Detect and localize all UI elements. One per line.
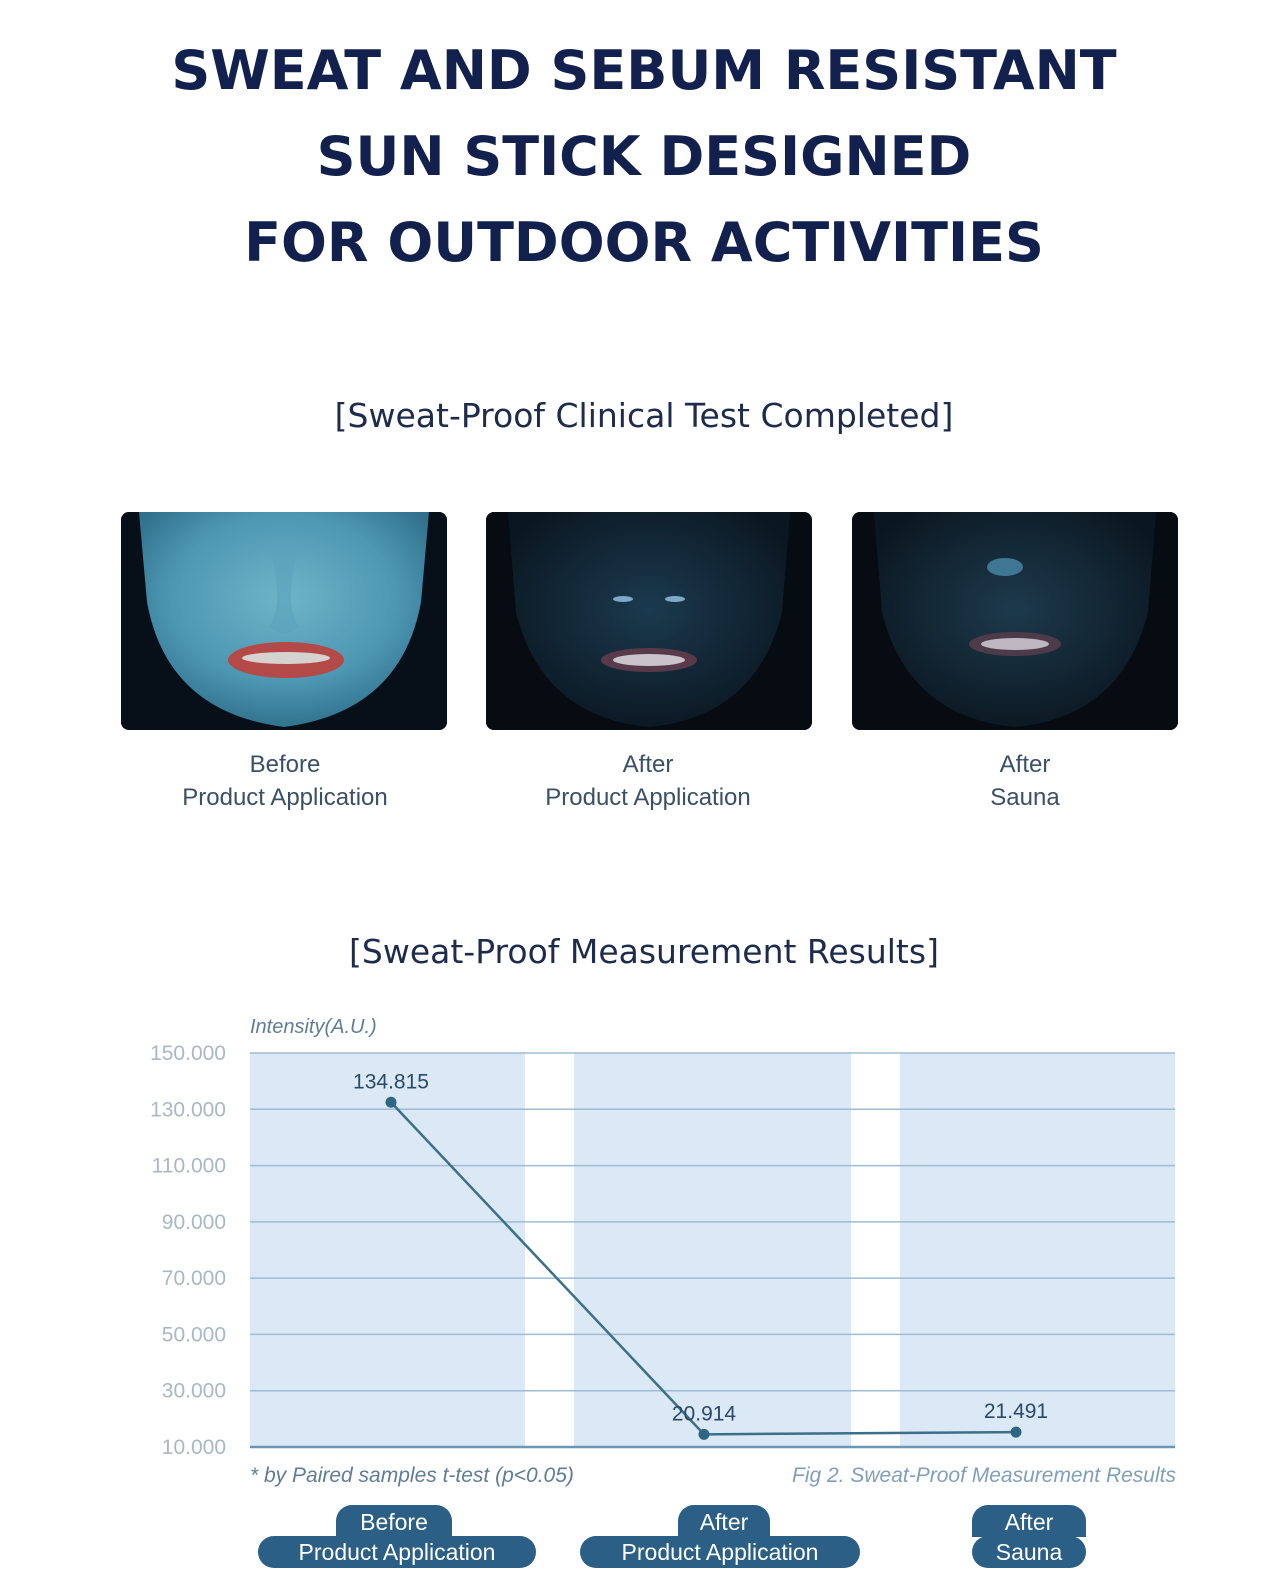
y-tick-label: 130.000 [150, 1098, 226, 1122]
line-chart [0, 1000, 1288, 1500]
y-axis-label: Intensity(A.U.) [250, 1016, 377, 1038]
headline-line-3: FOR OUTDOOR ACTIVITIES [244, 211, 1044, 274]
caption-before-application: Before Product Application [182, 751, 388, 811]
photo-before-application [121, 512, 447, 730]
data-label-1: 134.815 [353, 1070, 429, 1094]
category-pill-1-line-2: Product Application [258, 1536, 536, 1568]
y-tick-label: 50.000 [161, 1323, 226, 1347]
category-band-3 [900, 1053, 1175, 1447]
category-pill-1-line-1: Before [336, 1505, 452, 1537]
y-tick-label: 150.000 [150, 1042, 226, 1065]
y-tick-label: 10.000 [161, 1436, 226, 1459]
data-label-2: 20.914 [671, 1402, 737, 1426]
footnote: * by Paired samples t-test (p<0.05) [250, 1464, 574, 1487]
photo-after-application [486, 512, 812, 730]
figure-caption: Fig 2. Sweat-Proof Measurement Results [792, 1464, 1176, 1487]
category-band-2 [574, 1053, 851, 1447]
category-band-1 [250, 1053, 525, 1447]
category-pill-3-line-1: After [972, 1505, 1086, 1537]
y-tick-label: 110.000 [151, 1154, 226, 1178]
caption-after-sauna: After Sauna [990, 751, 1060, 811]
y-tick-label: 70.000 [161, 1267, 226, 1291]
data-label-3: 21.491 [983, 1400, 1049, 1424]
chart-title: [Sweat-Proof Measurement Results] [349, 932, 939, 971]
category-pill-3-line-2: Sauna [972, 1536, 1086, 1568]
data-point-2 [699, 1429, 710, 1440]
y-tick-label: 30.000 [161, 1379, 226, 1403]
category-pill-2-line-2: Product Application [580, 1536, 860, 1568]
caption-after-application: After Product Application [545, 751, 751, 811]
headline [0, 28, 1288, 286]
y-tick-label: 90.000 [161, 1210, 226, 1234]
clinical-test-title: [Sweat-Proof Clinical Test Completed] [334, 396, 954, 435]
headline-line-2: SUN STICK DESIGNED [316, 125, 972, 188]
data-point-3 [1011, 1427, 1022, 1438]
category-pill-2-line-1: After [678, 1505, 770, 1537]
data-point-1 [386, 1097, 397, 1108]
headline-line-1: SWEAT AND SEBUM RESISTANT [171, 39, 1117, 102]
photo-after-sauna [852, 512, 1178, 730]
